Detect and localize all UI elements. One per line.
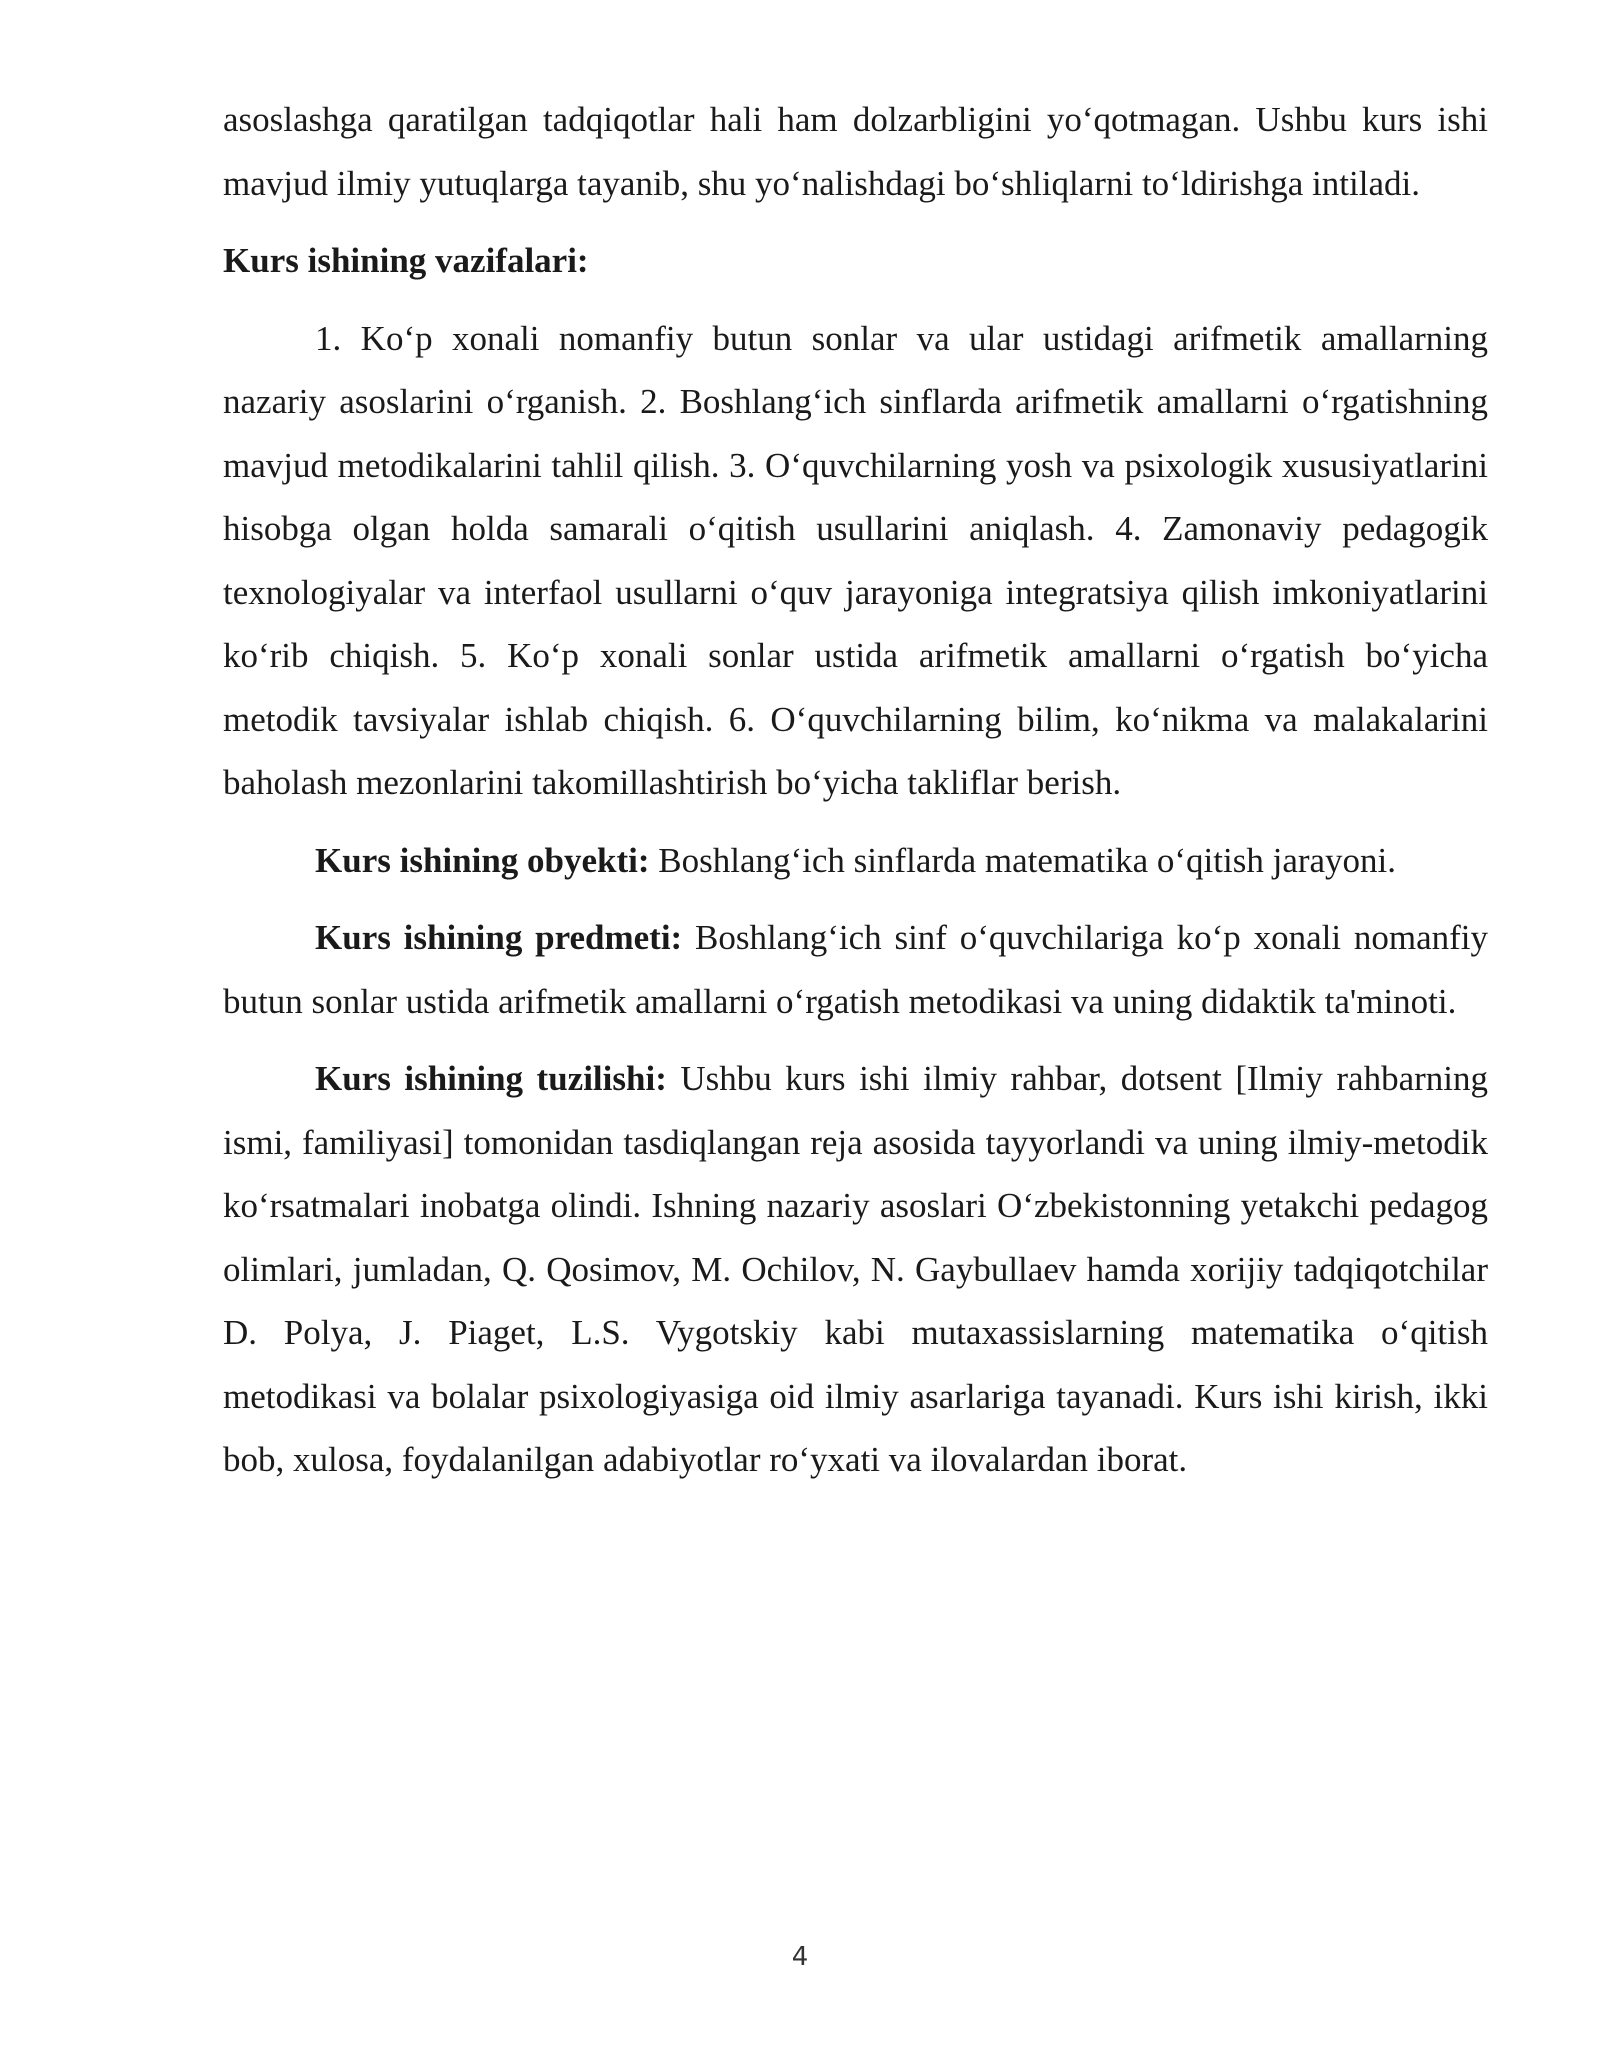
tasks-paragraph: 1. Ko‘p xonali nomanfiy butun sonlar va ular ustidagi arifmetik amallarning nazariy asoslarini o‘rganish. 2. Boshlang‘ich sinflarda arifmetik amallarni o‘rgatishning mavjud metodikalarini tahlil qilish. 3. O‘quvchilarning yosh va psixologik xususiyatlarini hisobga olgan holda samarali o‘qitish usullarini aniqlash. 4. Zamonaviy pedagogik texnologiyalar va interfaol usullarni o‘quv jarayoniga integratsiya qilish imkoniyatlarini ko‘rib chiqish. 5. Ko‘p xonali sonlar ustida arifmetik amallarni o‘rgatish bo‘yicha metodik tavsiyalar ishlab chiqish. 6. O‘quvchilarning bilim, ko‘nikma va malakalarini baholash mezonlarini takomillashtirish bo‘yicha takliflar berish.	[223, 318, 1488, 802]
object-paragraph	[223, 829, 1488, 893]
page-number: 4	[791, 1942, 809, 1972]
subject-paragraph	[223, 906, 1488, 1033]
intro-paragraph: asoslashga qaratilgan tadqiqotlar hali ham dolzarbligini yo‘qotmagan. Ushbu kurs ishi mavjud ilmiy yutuqlarga tayanib, shu yo‘nalishdagi bo‘shliqlarni to‘ldirishga intiladi.	[223, 100, 1488, 203]
object-text: Boshlang‘ich sinflarda matematika o‘qitish jarayoni.	[649, 840, 1397, 880]
object-label: Kurs ishining obyekti:	[315, 840, 650, 880]
structure-label: Kurs ishining tuzilishi:	[315, 1059, 667, 1098]
document-page	[223, 88, 1488, 1492]
tasks-heading: Kurs ishining vazifalari:	[223, 241, 589, 280]
structure-text: Ushbu kurs ishi ilmiy rahbar, dotsent [Ilmiy rahbarning ismi, familiyasi] tomonidan tasdiqlangan reja asosida tayyorlandi va uning ilmiy-metodik ko‘rsatmalari inobatga olindi. Ishning nazariy asoslari O‘zbekistonning yetakchi pedagog olimlari, jumladan, Q. Qosimov, M. Ochilov, N. Gaybullaev hamda xorijiy tadqiqotchilar D. Polya, J. Piaget, L.S. Vygotskiy kabi mutaxassislarning matematika o‘qitish metodikasi va bolalar psixologiyasiga oid ilmiy asarlariga tayanadi. Kurs ishi kirish, ikki bob, xulosa, foydalanilgan adabiyotlar ro‘yxati va ilovalardan iborat.	[223, 1059, 1489, 1479]
subject-text: Boshlang‘ich sinf o‘quvchilariga ko‘p xonali nomanfiy butun sonlar ustida arifmetik amallarni o‘rgatish metodikasi va uning didaktik ta'minoti.	[223, 918, 1488, 1021]
subject-label: Kurs ishining predmeti:	[315, 918, 683, 957]
structure-paragraph	[223, 1047, 1488, 1492]
